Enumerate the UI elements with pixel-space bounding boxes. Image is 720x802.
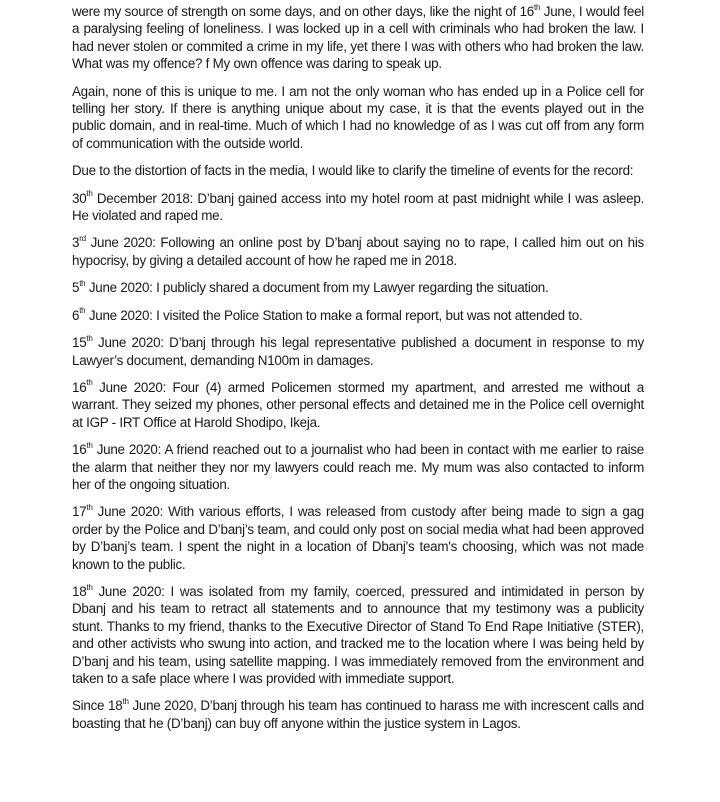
entry-text: December 2018: D’banj gained access into my hotel room at past midnight while I was asleep. He violated and raped me. bbox=[72, 190, 644, 224]
entry-date: 5 bbox=[72, 280, 80, 296]
ordinal-suffix: th bbox=[86, 378, 93, 388]
paragraph-text: June 2020, D’banj through his team has continued to harass me with increscent calls and boasting that he (D’banj) can buy off anyone within the justice system in Lagos. bbox=[72, 698, 644, 731]
entry-text: June 2020: A friend reached out to a journalist who had been in contact with me earlier to raise the alarm that neither they nor my lawyers could reach me. My mum was also contacted to inform her of the ongoing situation. bbox=[72, 442, 644, 492]
entry-date: 16 bbox=[72, 442, 87, 458]
paragraph-text: Due to the distortion of facts in the media, I would like to clarify the timeline of events for the record: bbox=[72, 163, 634, 179]
entry-text: June 2020: D’banj through his legal representative published a document in response to my Lawyer’s document, demanding N100m in damages. bbox=[72, 335, 644, 368]
entry-date: 3 bbox=[72, 235, 80, 251]
entry-date: 30 bbox=[72, 190, 87, 206]
timeline-entry bbox=[72, 379, 644, 431]
paragraph-text: Again, none of this is unique to me. I am not the only woman who has ended up in a Police cell for telling her story. If there is anything unique about my case, it is that the events played out in the public domain, and in real-time. Much of which I had no knowledge of as I was cut off from any form of communication with the outside world. bbox=[72, 83, 644, 151]
entry-text: June 2020: Four (4) armed Policemen stormed my apartment, and arrested me without a warrant. They seized my phones, other personal effects and detained me in the Police cell overnight at IGP - IRT Office at Harold Shodipo, Ikeja. bbox=[72, 379, 644, 430]
entry-text: June 2020: Following an online post by D’banj about saying no to rape, I called him out on his hypocrisy, by giving a detailed account of how he raped me in 2018. bbox=[72, 235, 644, 268]
ordinal-suffix: th bbox=[86, 502, 93, 512]
paragraph-loneliness bbox=[72, 3, 644, 73]
ordinal-suffix: th bbox=[79, 306, 86, 316]
entry-text: June 2020: I visited the Police Station to make a formal report, but was not attended to. bbox=[85, 307, 583, 323]
timeline-entry bbox=[72, 234, 644, 269]
paragraph-harassment bbox=[72, 697, 644, 732]
ordinal-suffix: th bbox=[86, 440, 93, 450]
paragraph-text: June, I would feel a paralysing feeling of loneliness. I was locked up in a cell with criminals who had broken the law. I had never stolen or commited a crime in my life, yet there I was with others who had broken the law. What was my offence? f My own offence was daring to speak up. bbox=[72, 4, 644, 72]
ordinal-suffix: th bbox=[86, 333, 93, 343]
ordinal-suffix: th bbox=[86, 582, 93, 592]
entry-date: 15 bbox=[72, 335, 87, 351]
timeline-entry bbox=[72, 190, 644, 225]
paragraph-not-unique bbox=[72, 83, 644, 153]
ordinal-suffix: th bbox=[122, 696, 129, 706]
timeline-entry bbox=[72, 334, 644, 369]
paragraph-text: were my source of strength on some days, and on other days, like the night of 16 bbox=[72, 4, 534, 19]
ordinal-suffix: rd bbox=[79, 234, 86, 243]
timeline-entry bbox=[72, 279, 644, 296]
entry-text: June 2020: I was isolated from my family, coerced, pressured and intimidated in person by Dbanj and his team to retract all statements and to announce that my testimony was a publicity stunt. Thanks to my friend, thanks to the Executive Director of Stand To End Rape Initiative (STER), and other activists who swung into action, and tracked me to the location where I was being held by D’banj and his team, using satellite mapping. I was immediately removed from the environment and taken to a safe place where I was provided with immediate support. bbox=[72, 583, 644, 686]
timeline-entry bbox=[72, 307, 644, 324]
timeline-entry bbox=[72, 583, 644, 687]
entry-text: June 2020: I publicly shared a document from my Lawyer regarding the situation. bbox=[85, 280, 549, 296]
timeline-entry bbox=[72, 441, 644, 493]
entry-date: 18 bbox=[72, 583, 87, 599]
ordinal-suffix: th bbox=[79, 278, 86, 288]
entry-date: 17 bbox=[72, 504, 87, 520]
entry-date: 6 bbox=[72, 307, 80, 323]
timeline-entry bbox=[72, 503, 644, 573]
ordinal-suffix: th bbox=[533, 2, 541, 12]
ordinal-suffix: th bbox=[86, 189, 93, 199]
paragraph-text: Since 18 bbox=[72, 698, 123, 714]
entry-date: 16 bbox=[72, 379, 87, 395]
paragraph-timeline-intro bbox=[72, 162, 644, 179]
entry-text: June 2020: With various efforts, I was released from custody after being made to sign a gag order by the Police and D’banj’s team, and could only post on social media what had been approved by D’banj’s team. I spent the night in a location of Dbanj's team's choosing, which was not made known to the public. bbox=[72, 504, 644, 572]
